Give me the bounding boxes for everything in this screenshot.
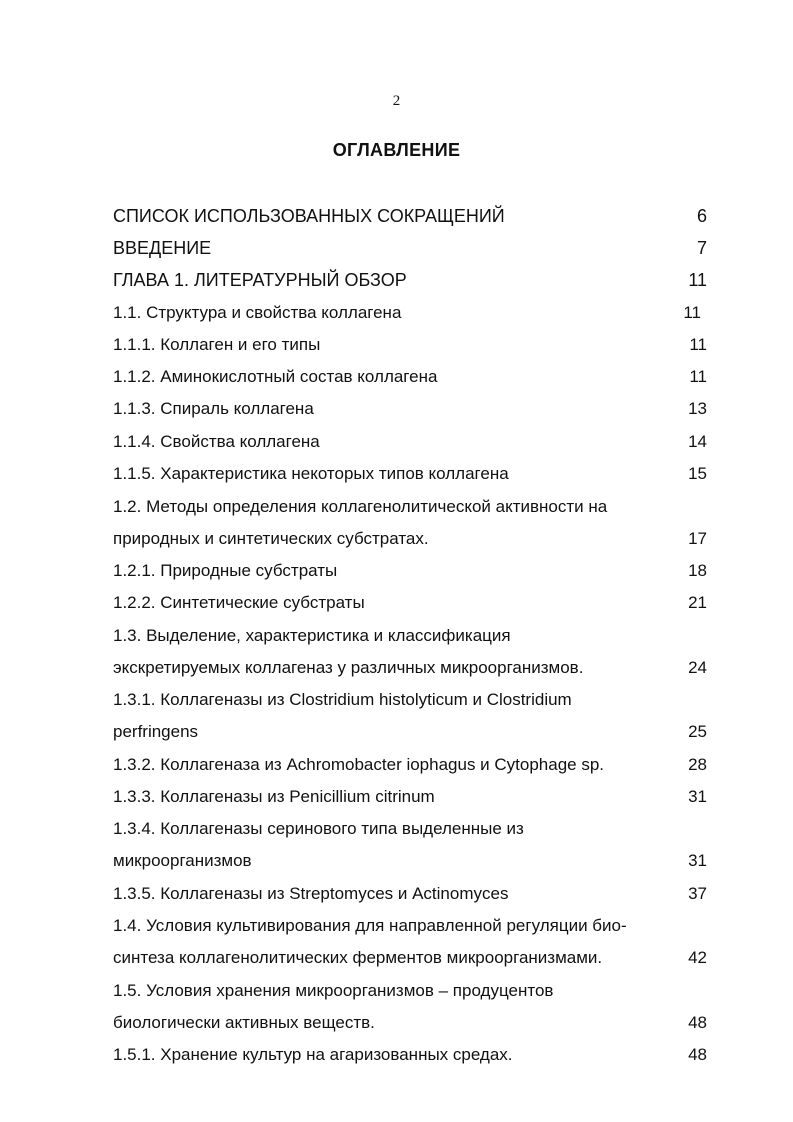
- toc-line: [113, 720, 713, 744]
- toc-line: [113, 365, 713, 389]
- toc-entry-page: 31: [688, 851, 707, 870]
- toc-entry-page: 11: [688, 270, 707, 290]
- toc-entry-text: биологически активных веществ.: [113, 1013, 375, 1032]
- toc-entry-page: 11: [689, 367, 707, 386]
- toc-entry-text: 1.1.3. Спираль коллагена: [113, 399, 314, 418]
- toc-entry-text: 1.1.1. Коллаген и его типы: [113, 335, 321, 354]
- toc-entry-page: 28: [688, 755, 707, 774]
- toc-line: [113, 785, 713, 809]
- toc-line: [113, 624, 713, 648]
- toc-entry-page: 18: [688, 561, 707, 580]
- toc-line: [113, 882, 713, 906]
- toc-entry-page: 7: [696, 238, 707, 258]
- toc-entry-text: 1.2. Методы определения коллагенолитической активности на: [113, 497, 608, 516]
- toc-entry-text: 1.1.2. Аминокислотный состав коллагена: [113, 367, 438, 386]
- toc-entry-text: 1.3.5. Коллагеназы из Streptomyces и Actinomyces: [113, 884, 509, 903]
- toc-line: [113, 495, 713, 519]
- toc-line: [113, 333, 713, 357]
- toc-line: [113, 204, 713, 228]
- toc-entry-page: 25: [688, 722, 707, 741]
- toc-entry-text: экскретируемых коллагеназ у различных микроорганизмов.: [113, 658, 584, 677]
- toc-entry-text: 1.2.1. Природные субстраты: [113, 561, 338, 580]
- toc-entry-text: 1.1. Структура и свойства коллагена: [113, 303, 402, 322]
- toc-line: [113, 301, 713, 325]
- toc-entry-page: 24: [688, 658, 707, 677]
- toc-entry-page: 13: [688, 399, 707, 418]
- toc-line: [113, 236, 713, 260]
- toc-entry-page: 17: [688, 529, 707, 548]
- toc-entry-text: 1.3.2. Коллагеназа из Achromobacter iophagus и Cytophage sp.: [113, 755, 605, 774]
- toc-line: [113, 591, 713, 615]
- toc-entry-text: 1.5.1. Хранение культур на агаризованных средах.: [113, 1045, 513, 1064]
- toc-line: [113, 268, 713, 292]
- toc-line: [113, 462, 713, 486]
- toc-entry-page: 37: [688, 884, 707, 903]
- toc-line: [113, 914, 713, 938]
- toc-entry-text: perfringens: [113, 722, 199, 741]
- toc-entry-page: 6: [696, 206, 707, 226]
- toc-entry-text: синтеза коллагенолитических ферментов микроорганизмами.: [113, 948, 603, 967]
- toc-line: [113, 430, 713, 454]
- toc-line: [113, 656, 713, 680]
- toc-entry-text: природных и синтетических субстратах.: [113, 529, 429, 548]
- toc-entry-text: 1.1.5. Характеристика некоторых типов коллагена: [113, 464, 509, 483]
- toc-entry-text: 1.3.3. Коллагеназы из Penicillium citrinum: [113, 787, 435, 806]
- toc-line: [113, 1043, 713, 1067]
- page-number: 2: [392, 93, 401, 109]
- toc-entry-page: 21: [688, 593, 707, 612]
- toc-entry-text: 1.5. Условия хранения микроорганизмов – продуцентов: [113, 981, 554, 1000]
- toc-line: [113, 849, 713, 873]
- toc-entry-text: 1.3.1. Коллагеназы из Clostridium histolyticum и Clostridium: [113, 690, 572, 709]
- toc-entry-text: 1.3. Выделение, характеристика и классификация: [113, 626, 511, 645]
- toc-entry-page: 11: [689, 335, 707, 354]
- toc-line: [113, 1011, 713, 1035]
- toc-entry-text: ГЛАВА 1. ЛИТЕРАТУРНЫЙ ОБЗОР: [113, 270, 407, 290]
- toc-line: [113, 559, 713, 583]
- toc-line: [113, 946, 713, 970]
- toc-entry-text: микроорганизмов: [113, 851, 252, 870]
- toc-entry-text: 1.3.4. Коллагеназы серинового типа выделенные из: [113, 819, 524, 838]
- toc-line: [113, 817, 713, 841]
- toc-line: [113, 527, 713, 551]
- toc-entry-text: 1.4. Условия культивирования для направленной регуляции био-: [113, 916, 627, 935]
- toc-entry-page: 48: [688, 1045, 707, 1064]
- toc-line: [113, 753, 713, 777]
- toc-line: [113, 688, 713, 712]
- toc-entry-page: 14: [688, 432, 707, 451]
- toc-entry-text: 1.1.4. Свойства коллагена: [113, 432, 320, 451]
- toc-entry-page: 42: [688, 948, 707, 967]
- toc-entry-text: ВВЕДЕНИЕ: [113, 238, 212, 258]
- toc-entry-page: 31: [688, 787, 707, 806]
- toc-entry-text: 1.2.2. Синтетические субстраты: [113, 593, 365, 612]
- toc-title: ОГЛАВЛЕНИЕ: [332, 140, 461, 160]
- toc-entry-page: 15: [688, 464, 707, 483]
- toc-entry-page: 11: [683, 303, 701, 322]
- toc-line: [113, 979, 713, 1003]
- toc-line: [113, 397, 713, 421]
- toc-entry-text: СПИСОК ИСПОЛЬЗОВАННЫХ СОКРАЩЕНИЙ: [113, 206, 505, 226]
- toc-entry-page: 48: [688, 1013, 707, 1032]
